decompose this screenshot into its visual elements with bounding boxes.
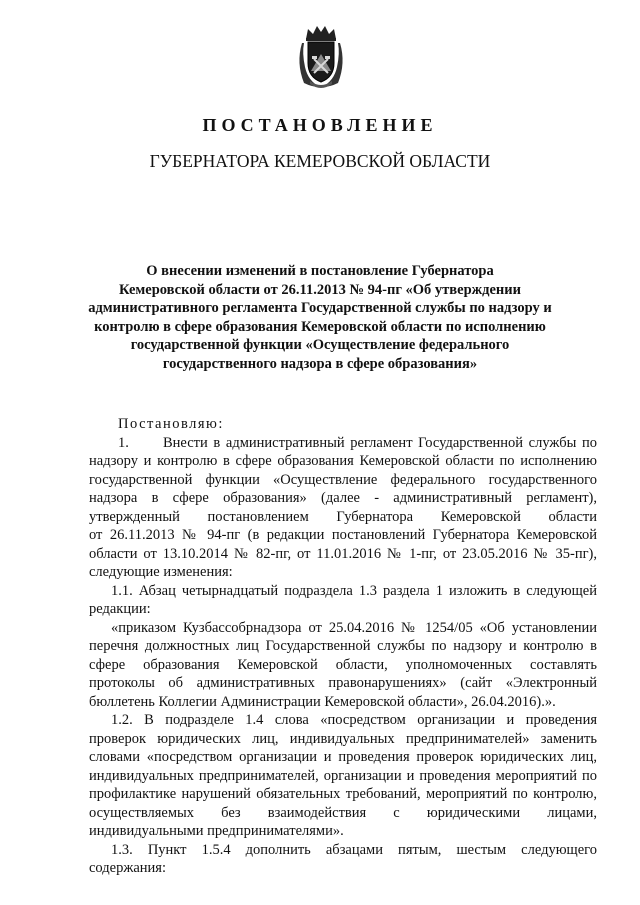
body-line: индивидуальными предпринимателями». (89, 823, 344, 839)
item-1-2-first-line: 1.2. В подразделе 1.4 слова «посредством организации и проведения (111, 712, 597, 728)
document-body (89, 415, 597, 878)
body-line: сфере образования Кемеровской области, уполномоченных составлять (89, 656, 597, 673)
item-1-text: Внести в административный регламент Государственной службы по (163, 434, 597, 451)
body-line: надзора в сфере образования» (далее - административный регламент), (89, 490, 597, 506)
title-line: О внесении изменений в постановление Губернатора (146, 263, 494, 279)
item-1-3-first-line: 1.3. Пункт 1.5.4 дополнить абзацами пятым, шестым следующего (111, 841, 597, 858)
document-title (80, 262, 560, 373)
item-1-first-line (89, 434, 597, 453)
title-line: Кемеровской области от 26.11.2013 № 94-пг «Об утверждении (119, 281, 521, 298)
body-line: индивидуальных предпринимателей, организации и проведения мероприятий по (89, 767, 597, 784)
body-line: перечня должностных лиц Государственной службы по надзору и контролю в (89, 638, 597, 654)
body-line: осуществляемых без взаимодействия с юридическими лицами, (89, 804, 597, 821)
body-line: утвержденный постановлением Губернатора Кемеровской области (89, 508, 597, 525)
issuing-authority: ГУБЕРНАТОРА КЕМЕРОВСКОЙ ОБЛАСТИ (149, 151, 491, 171)
body-line: государственной функции «Осуществление федерального государственного (89, 471, 597, 488)
body-line: словами «посредством организации и проведения проверок юридических лиц, (89, 749, 597, 765)
body-line: содержания: (89, 860, 167, 876)
body-line: бюллетень Коллегии Администрации Кемеровской области», 26.04.2016).». (89, 693, 556, 710)
body-line: надзору и контролю в сфере образования Кемеровской области по исполнению (89, 453, 597, 469)
body-line: следующие изменения: (89, 564, 233, 580)
coat-of-arms-icon (296, 23, 346, 89)
body-line: протоколы об административных правонарушениях» (сайт «Электронный (89, 675, 597, 691)
body-line: профилактике нарушений обязательных требований, мероприятий по контролю, (89, 786, 597, 802)
body-line: редакции: (89, 601, 151, 617)
body-line: области от 13.10.2014 № 82-пг, от 11.01.2016 № 1-пг, от 23.05.2016 № 35-пг), (89, 545, 597, 562)
body-line: проверок юридических лиц, индивидуальных предпринимателей» заменить (89, 730, 597, 747)
body-line: от 26.11.2013 № 94-пг (в редакции постановлений Губернатора Кемеровской (89, 527, 597, 543)
title-line: государственного надзора в сфере образования» (162, 355, 478, 372)
item-1-number: 1. (118, 434, 129, 451)
document-type-heading: ПОСТАНОВЛЕНИЕ (202, 115, 438, 135)
item-1-1-first-line: 1.1. Абзац четырнадцатый подраздела 1.3 раздела 1 изложить в следующей (111, 582, 597, 599)
title-line: контролю в сфере образования Кемеровской области по исполнению (94, 318, 546, 335)
title-line: административного регламента Государственной службы по надзору и (88, 300, 552, 316)
quote-first-line: «приказом Кузбассобрнадзора от 25.04.2016 № 1254/05 «Об установлении (111, 619, 597, 636)
title-line: государственной функции «Осуществление федерального (130, 337, 510, 353)
decree-word: Постановляю: (118, 416, 224, 432)
